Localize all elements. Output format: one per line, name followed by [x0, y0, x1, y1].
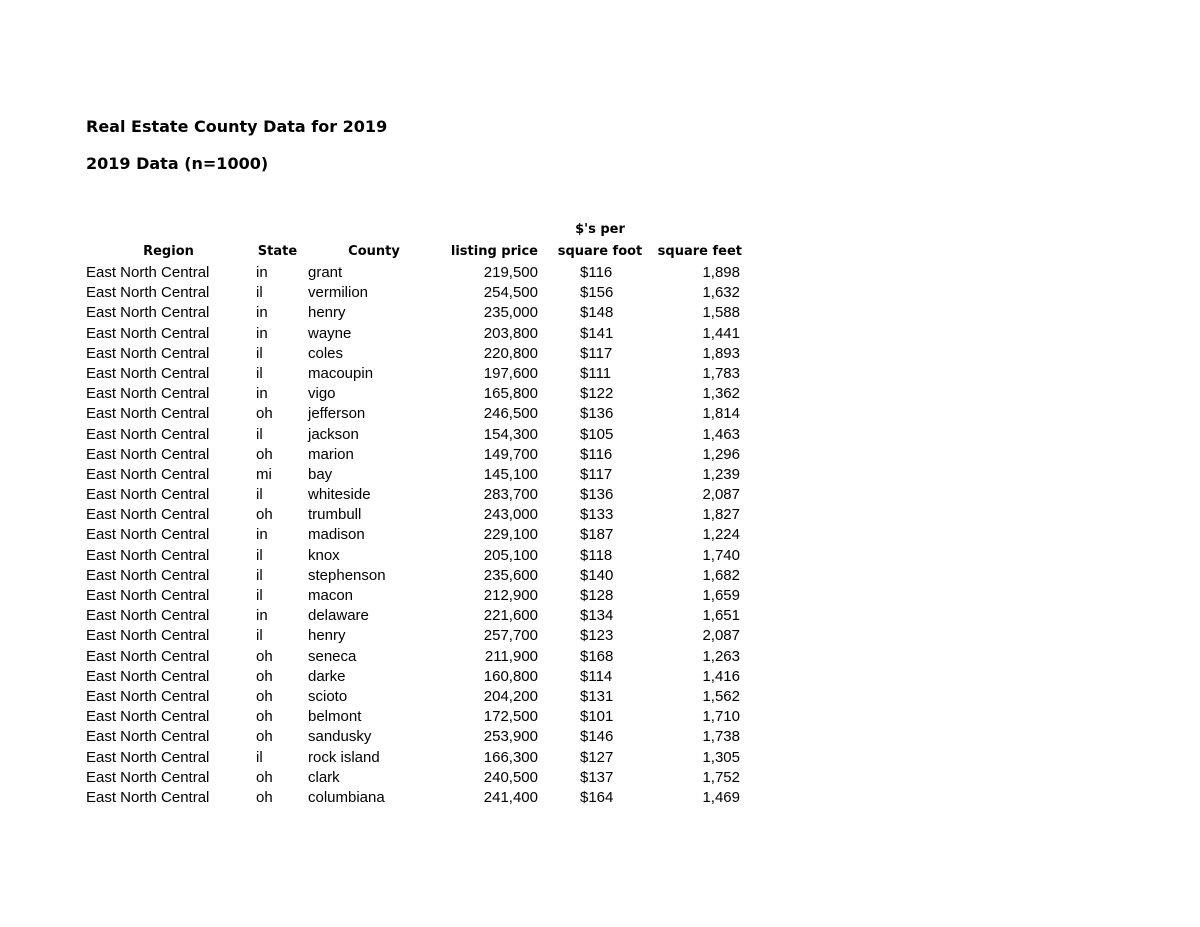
header-county: County	[348, 244, 400, 259]
cell-listing-price: 254,500	[483, 284, 538, 302]
table-row	[0, 606, 1200, 626]
cell-county: delaware	[308, 607, 369, 625]
cell-county: stephenson	[308, 566, 386, 584]
table-row	[0, 707, 1200, 727]
cell-region: East North Central	[86, 385, 210, 403]
cell-county: sandusky	[308, 728, 372, 746]
cell-county: columbiana	[308, 788, 385, 806]
cell-square-feet: 1,783	[702, 364, 740, 382]
cell-price-per-sqft: $116	[580, 445, 613, 463]
cell-state: mi	[256, 465, 272, 483]
cell-state: oh	[256, 788, 273, 806]
cell-price-per-sqft: $134	[580, 607, 614, 625]
cell-listing-price: 220,800	[483, 344, 538, 362]
cell-listing-price: 211,900	[484, 647, 538, 665]
cell-state: il	[256, 627, 263, 645]
cell-square-feet: 1,893	[702, 344, 740, 362]
table-row	[0, 525, 1200, 545]
cell-county: trumbull	[308, 506, 362, 524]
cell-price-per-sqft: $101	[580, 708, 614, 726]
cell-price-per-sqft: $133	[580, 506, 614, 524]
cell-listing-price: 203,800	[483, 324, 538, 342]
cell-state: il	[256, 748, 263, 766]
table-row	[0, 647, 1200, 667]
cell-listing-price: 221,600	[483, 607, 538, 625]
cell-county: macon	[308, 587, 354, 604]
cell-price-per-sqft: $148	[580, 304, 614, 322]
table-row	[0, 505, 1200, 525]
cell-region: East North Central	[86, 667, 210, 685]
cell-listing-price: 229,100	[483, 526, 538, 544]
cell-price-per-sqft: $168	[580, 647, 614, 665]
cell-listing-price: 257,700	[483, 627, 538, 645]
cell-state: il	[256, 587, 263, 604]
cell-listing-price: 253,900	[483, 728, 538, 746]
table-row	[0, 364, 1200, 384]
cell-region: East North Central	[86, 566, 210, 584]
cell-state: oh	[256, 445, 273, 463]
cell-county: grant	[308, 264, 343, 281]
cell-state: in	[256, 264, 268, 281]
cell-price-per-sqft: $116	[580, 264, 613, 281]
table-row	[0, 485, 1200, 505]
cell-listing-price: 235,000	[483, 304, 538, 322]
cell-region: East North Central	[86, 264, 210, 281]
cell-price-per-sqft: $136	[580, 486, 614, 504]
cell-price-per-sqft: $141	[580, 324, 614, 342]
cell-region: East North Central	[86, 647, 210, 665]
cell-county: jackson	[308, 425, 359, 443]
cell-state: il	[256, 364, 263, 382]
cell-price-per-sqft: $187	[580, 526, 614, 544]
cell-region: East North Central	[86, 768, 210, 786]
cell-region: East North Central	[86, 748, 210, 766]
cell-listing-price: 243,000	[483, 506, 538, 524]
cell-state: in	[256, 324, 268, 342]
cell-county: henry	[308, 627, 346, 645]
cell-listing-price: 283,700	[483, 486, 538, 504]
document-subtitle: 2019 Data (n=1000)	[86, 154, 269, 173]
header-region: Region	[143, 244, 194, 259]
cell-price-per-sqft: $114	[580, 667, 613, 685]
cell-listing-price: 145,100	[483, 465, 538, 483]
header-state: State	[257, 244, 298, 259]
table-row	[0, 404, 1200, 424]
table-row	[0, 283, 1200, 303]
cell-listing-price: 197,600	[483, 364, 538, 382]
cell-square-feet: 1,651	[702, 607, 740, 625]
cell-county: clark	[308, 768, 340, 786]
cell-price-per-sqft: $131	[580, 687, 614, 705]
cell-region: East North Central	[86, 465, 210, 483]
header-listing-price: listing price	[450, 244, 538, 259]
cell-square-feet: 1,682	[702, 566, 740, 584]
cell-state: il	[256, 425, 263, 443]
document-title: Real Estate County Data for 2019	[86, 117, 388, 136]
table-row	[0, 788, 1200, 808]
cell-county: marion	[308, 445, 354, 463]
cell-state: in	[256, 385, 268, 403]
cell-price-per-sqft: $127	[580, 748, 614, 766]
table-row	[0, 425, 1200, 445]
cell-county: henry	[308, 304, 346, 322]
cell-state: il	[256, 546, 263, 564]
cell-county: wayne	[308, 324, 352, 342]
cell-state: in	[256, 526, 268, 544]
cell-region: East North Central	[86, 344, 210, 362]
cell-county: vermilion	[308, 284, 369, 302]
cell-price-per-sqft: $128	[580, 587, 614, 604]
cell-state: oh	[256, 687, 273, 705]
cell-price-per-sqft: $164	[580, 788, 614, 806]
header-price-per-sqft-line2: square foot	[557, 244, 643, 259]
cell-listing-price: 160,800	[483, 667, 538, 685]
table-row	[0, 445, 1200, 465]
cell-listing-price: 204,200	[483, 687, 538, 705]
table-row	[0, 727, 1200, 747]
cell-county: vigo	[308, 385, 336, 403]
cell-region: East North Central	[86, 728, 210, 746]
cell-state: in	[256, 607, 268, 625]
cell-state: oh	[256, 667, 273, 685]
cell-state: oh	[256, 728, 273, 746]
cell-square-feet: 1,469	[702, 788, 740, 806]
cell-listing-price: 166,300	[483, 748, 538, 766]
table-row	[0, 465, 1200, 485]
cell-state: il	[256, 284, 263, 302]
table-row	[0, 384, 1200, 404]
cell-listing-price: 212,900	[483, 587, 538, 604]
cell-listing-price: 154,300	[483, 425, 538, 443]
cell-region: East North Central	[86, 364, 210, 382]
header-price-per-sqft-line1: $'s per	[575, 222, 625, 237]
cell-square-feet: 1,632	[702, 284, 740, 302]
cell-county: seneca	[308, 647, 357, 665]
cell-price-per-sqft: $118	[580, 546, 613, 564]
cell-listing-price: 149,700	[483, 445, 538, 463]
cell-price-per-sqft: $122	[580, 385, 614, 403]
cell-square-feet: 1,441	[702, 324, 740, 342]
cell-square-feet: 1,416	[702, 667, 740, 685]
cell-state: in	[256, 304, 268, 322]
cell-listing-price: 165,800	[483, 385, 538, 403]
cell-price-per-sqft: $111	[580, 364, 612, 382]
cell-square-feet: 1,305	[702, 748, 740, 766]
cell-state: oh	[256, 768, 273, 786]
cell-square-feet: 1,710	[702, 708, 740, 726]
table-row	[0, 263, 1200, 283]
cell-region: East North Central	[86, 486, 210, 504]
table-row	[0, 626, 1200, 646]
cell-square-feet: 2,087	[702, 486, 740, 504]
cell-square-feet: 1,659	[702, 587, 740, 604]
cell-listing-price: 205,100	[483, 546, 538, 564]
table-row	[0, 324, 1200, 344]
cell-listing-price: 240,500	[483, 768, 538, 786]
cell-region: East North Central	[86, 425, 210, 443]
cell-region: East North Central	[86, 788, 210, 806]
table-row	[0, 303, 1200, 323]
cell-county: jefferson	[308, 405, 366, 423]
cell-region: East North Central	[86, 687, 210, 705]
cell-price-per-sqft: $123	[580, 627, 614, 645]
cell-county: scioto	[308, 687, 348, 705]
table-row	[0, 768, 1200, 788]
cell-region: East North Central	[86, 587, 210, 604]
cell-square-feet: 1,224	[702, 526, 740, 544]
cell-square-feet: 1,362	[702, 385, 740, 403]
cell-listing-price: 241,400	[483, 788, 538, 806]
cell-region: East North Central	[86, 405, 210, 423]
cell-listing-price: 219,500	[483, 264, 538, 281]
cell-state: il	[256, 566, 263, 584]
cell-square-feet: 2,087	[702, 627, 740, 645]
table-row	[0, 586, 1200, 606]
cell-square-feet: 1,239	[702, 465, 740, 483]
cell-state: oh	[256, 647, 273, 665]
cell-price-per-sqft: $156	[580, 284, 614, 302]
cell-square-feet: 1,738	[702, 728, 740, 746]
cell-region: East North Central	[86, 708, 210, 726]
cell-price-per-sqft: $137	[580, 768, 614, 786]
cell-region: East North Central	[86, 445, 210, 463]
cell-price-per-sqft: $117	[580, 465, 613, 483]
cell-county: coles	[308, 344, 344, 362]
cell-square-feet: 1,752	[702, 768, 740, 786]
cell-state: oh	[256, 708, 273, 726]
cell-square-feet: 1,740	[702, 546, 740, 564]
data-table-body	[0, 263, 1200, 808]
cell-square-feet: 1,562	[702, 687, 740, 705]
table-row	[0, 546, 1200, 566]
cell-state: il	[256, 486, 263, 504]
cell-listing-price: 172,500	[483, 708, 538, 726]
cell-square-feet: 1,827	[702, 506, 740, 524]
cell-square-feet: 1,898	[702, 264, 740, 281]
cell-region: East North Central	[86, 526, 210, 544]
cell-region: East North Central	[86, 284, 210, 302]
table-row	[0, 748, 1200, 768]
cell-county: darke	[308, 667, 346, 685]
cell-listing-price: 235,600	[483, 566, 538, 584]
cell-region: East North Central	[86, 506, 210, 524]
cell-county: belmont	[308, 708, 362, 726]
table-row	[0, 566, 1200, 586]
cell-state: oh	[256, 405, 273, 423]
cell-county: madison	[308, 526, 365, 544]
cell-price-per-sqft: $136	[580, 405, 614, 423]
cell-square-feet: 1,814	[702, 405, 740, 423]
cell-price-per-sqft: $146	[580, 728, 614, 746]
cell-price-per-sqft: $105	[580, 425, 614, 443]
table-row	[0, 667, 1200, 687]
cell-county: rock island	[308, 748, 380, 766]
cell-region: East North Central	[86, 607, 210, 625]
cell-region: East North Central	[86, 627, 210, 645]
cell-price-per-sqft: $117	[580, 344, 613, 362]
cell-county: knox	[308, 546, 340, 564]
cell-county: macoupin	[308, 364, 374, 382]
table-row	[0, 344, 1200, 364]
cell-region: East North Central	[86, 546, 210, 564]
cell-listing-price: 246,500	[483, 405, 538, 423]
table-row	[0, 687, 1200, 707]
cell-square-feet: 1,588	[702, 304, 740, 322]
cell-region: East North Central	[86, 324, 210, 342]
cell-square-feet: 1,463	[702, 425, 740, 443]
cell-square-feet: 1,296	[702, 445, 740, 463]
cell-square-feet: 1,263	[702, 647, 740, 665]
cell-county: bay	[308, 465, 333, 483]
cell-county: whiteside	[308, 486, 371, 504]
cell-state: oh	[256, 506, 273, 524]
header-square-feet: square feet	[657, 244, 742, 259]
cell-price-per-sqft: $140	[580, 566, 614, 584]
cell-region: East North Central	[86, 304, 210, 322]
cell-state: il	[256, 344, 263, 362]
